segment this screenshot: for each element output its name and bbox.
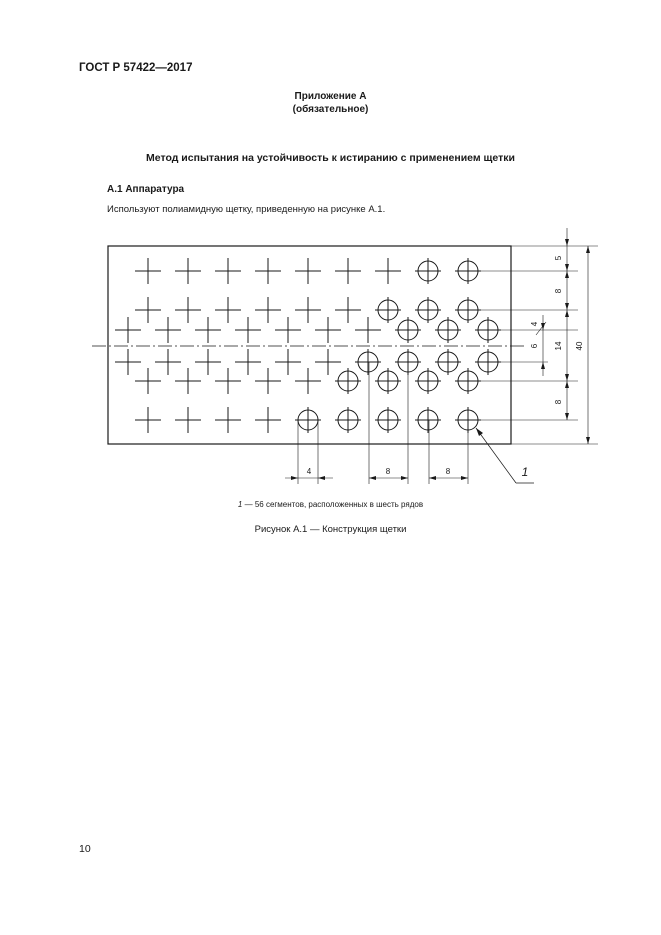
bristle-cross-segment [295, 297, 321, 323]
legend-number: 1 [237, 500, 243, 509]
dim-8-bottom-right: 8 [445, 467, 451, 476]
bristle-cross-segment [335, 258, 361, 284]
bristle-circle-segment [395, 349, 421, 375]
bristle-circle-segment [415, 407, 441, 433]
bristle-cross-segment [175, 368, 201, 394]
bristle-circle-segment [455, 258, 481, 284]
dim-14: 14 [554, 341, 563, 351]
bristle-cross-segment [155, 349, 181, 375]
bristle-cross-segment [155, 317, 181, 343]
bristle-cross-segment [355, 317, 381, 343]
bristle-cross-segment [135, 258, 161, 284]
dim-4-right: 4 [530, 321, 539, 327]
subsection-title: А.1 Аппаратура [107, 184, 185, 195]
body-paragraph: Используют полиамидную щетку, приведенную на рисунке А.1. [107, 204, 386, 215]
dim-8-top: 8 [554, 288, 563, 294]
dim-6: 6 [530, 343, 539, 349]
bristle-circle-segment [435, 317, 461, 343]
bristle-circle-segment [375, 297, 401, 323]
bristle-circle-segment [455, 297, 481, 323]
bristle-circle-segment [475, 349, 501, 375]
bristle-cross-segment [255, 297, 281, 323]
dim-5: 5 [554, 255, 563, 261]
bristle-circle-segment [375, 368, 401, 394]
bristle-circle-segment [395, 317, 421, 343]
bristle-circle-segment [295, 407, 321, 433]
bristle-cross-segment [195, 349, 221, 375]
bristle-circle-segment [375, 407, 401, 433]
legend-text: — 56 сегментов, расположенных в шесть рядов [242, 500, 424, 509]
bristle-circle-segment [415, 368, 441, 394]
standard-header: ГОСТ Р 57422—2017 [79, 62, 193, 74]
bristle-cross-segment [195, 317, 221, 343]
bristle-circle-segment [415, 258, 441, 284]
bristle-circle-segment [455, 368, 481, 394]
bristle-cross-segment [315, 317, 341, 343]
bristle-circle-segment [415, 297, 441, 323]
bristle-cross-segment [215, 297, 241, 323]
page-number: 10 [79, 843, 91, 855]
bristle-circle-segment [475, 317, 501, 343]
bristle-cross-segment [175, 258, 201, 284]
bristle-cross-segment [255, 407, 281, 433]
bristle-cross-segment [175, 297, 201, 323]
appendix-title: Приложение А [294, 91, 367, 102]
bristle-cross-segment [215, 407, 241, 433]
bristle-cross-segment [275, 317, 301, 343]
bristle-cross-segment [275, 349, 301, 375]
bristle-cross-segment [115, 317, 141, 343]
section-title: Метод испытания на устойчивость к истиранию с применением щетки [146, 152, 515, 164]
brush-outline [108, 246, 511, 444]
callout-1: 1 [521, 465, 529, 479]
bristle-cross-segment [255, 368, 281, 394]
bristle-cross-segment [335, 297, 361, 323]
bristle-cross-segment [135, 407, 161, 433]
bristle-cross-segment [115, 349, 141, 375]
brush-construction-figure [0, 220, 661, 490]
bristle-cross-segment [295, 258, 321, 284]
dim-8-bottom-left: 8 [385, 467, 391, 476]
dim-40: 40 [575, 341, 584, 351]
bristle-cross-segment [315, 349, 341, 375]
bristle-cross-segment [135, 368, 161, 394]
bristle-cross-segment [375, 258, 401, 284]
bristle-cross-segment [175, 407, 201, 433]
bristle-circle-segment [335, 407, 361, 433]
appendix-subtitle: (обязательное) [292, 104, 369, 115]
bristle-cross-segment [295, 368, 321, 394]
bristle-circle-segment [355, 349, 381, 375]
bristle-cross-segment [255, 258, 281, 284]
figure-legend [0, 500, 661, 509]
figure-caption: Рисунок А.1 — Конструкция щетки [254, 524, 407, 535]
bristle-circle-segment [435, 349, 461, 375]
bristle-circle-segment [335, 368, 361, 394]
bristle-cross-segment [215, 368, 241, 394]
bristle-cross-segment [215, 258, 241, 284]
bristle-cross-segment [235, 349, 261, 375]
bristle-cross-segment [135, 297, 161, 323]
bristle-cross-segment [235, 317, 261, 343]
dim-4-bottom: 4 [306, 467, 312, 476]
dim-8-bottom: 8 [554, 399, 563, 405]
